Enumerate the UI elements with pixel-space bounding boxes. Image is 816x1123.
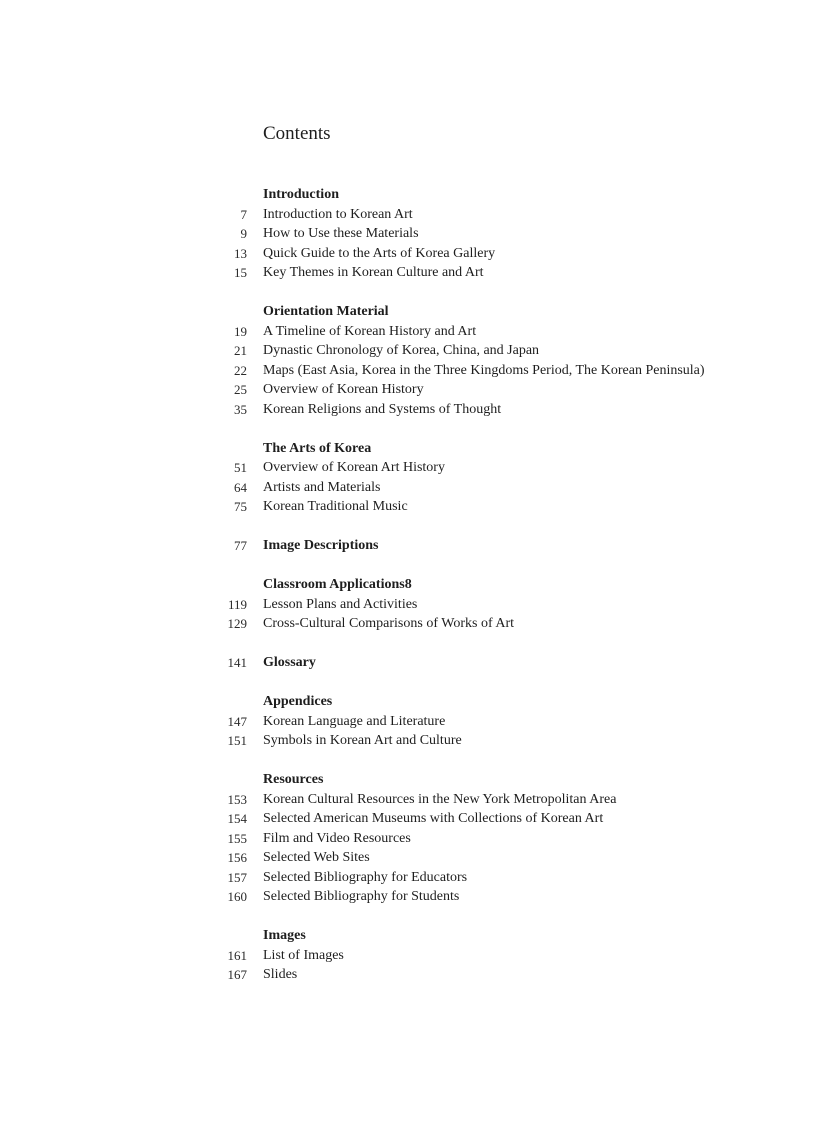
toc-entry[interactable]	[0, 380, 816, 400]
page-number: 64	[234, 479, 247, 495]
section-heading-label: Images	[263, 928, 306, 943]
section-heading[interactable]	[0, 692, 816, 712]
toc-entry[interactable]	[0, 809, 816, 829]
toc-entry[interactable]	[0, 224, 816, 244]
toc-entry-label: Selected Bibliography for Students	[263, 889, 460, 904]
section-heading-label: Glossary	[263, 655, 316, 670]
section-heading[interactable]	[0, 185, 816, 205]
page-number: 119	[227, 596, 247, 612]
toc-entry-label: Maps (East Asia, Korea in the Three Kingdoms Period, The Korean Peninsula)	[263, 362, 705, 378]
page-number: 161	[227, 947, 247, 963]
page-number: 155	[227, 830, 247, 846]
toc-entry-label: Slides	[263, 967, 298, 982]
toc-entry[interactable]	[0, 868, 816, 888]
toc-entry-label: Film and Video Resources	[263, 830, 411, 846]
page-number: 51	[234, 460, 247, 475]
toc-entry[interactable]	[0, 829, 816, 849]
toc-entry[interactable]	[0, 478, 816, 498]
page-number: 22	[234, 362, 247, 378]
toc-entry[interactable]	[0, 595, 816, 615]
section-heading-label: Image Descriptions	[263, 538, 379, 553]
section-heading-label: The Arts of Korea	[263, 440, 372, 456]
page-number: 25	[234, 382, 247, 397]
page-number: 7	[240, 206, 247, 222]
page-number: 157	[227, 869, 247, 885]
toc-entry[interactable]	[0, 887, 816, 907]
toc-section	[0, 185, 816, 283]
toc-entry-label: Introduction to Korean Art	[263, 206, 413, 222]
section-heading-label: Resources	[263, 772, 324, 787]
toc-entry-label: Korean Language and Literature	[263, 713, 446, 729]
toc-entry-label: Overview of Korean History	[263, 382, 424, 397]
toc-entry-label: Key Themes in Korean Culture and Art	[263, 265, 484, 280]
toc-section	[0, 926, 816, 985]
toc-entry[interactable]	[0, 400, 816, 420]
toc-entry-label: Korean Traditional Music	[263, 499, 408, 514]
page-number: 153	[227, 791, 247, 807]
page-title: Contents	[263, 123, 331, 144]
page-number: 151	[227, 733, 247, 748]
page-number: 13	[234, 245, 247, 261]
toc-entry[interactable]	[0, 341, 816, 361]
toc-entry[interactable]	[0, 712, 816, 732]
toc-entry-label: List of Images	[263, 947, 344, 963]
page-number: 75	[234, 499, 247, 514]
toc-entry-label: Dynastic Chronology of Korea, China, and Japan	[263, 343, 540, 358]
toc-section	[0, 302, 816, 419]
table-of-contents	[0, 185, 816, 1004]
toc-entry[interactable]	[0, 848, 816, 868]
toc-entry[interactable]	[0, 263, 816, 283]
toc-entry-label: Selected American Museums with Collections of Korean Art	[263, 811, 604, 826]
toc-entry[interactable]	[0, 497, 816, 517]
page-number: 167	[227, 967, 247, 982]
page-number: 19	[234, 323, 247, 339]
page-number: 160	[227, 889, 247, 904]
section-heading[interactable]	[0, 575, 816, 595]
toc-section	[0, 536, 816, 556]
section-heading[interactable]	[0, 302, 816, 322]
toc-entry-label: Artists and Materials	[263, 479, 381, 495]
toc-entry[interactable]	[0, 322, 816, 342]
toc-entry[interactable]	[0, 965, 816, 985]
toc-entry[interactable]	[0, 790, 816, 810]
section-heading[interactable]	[0, 653, 816, 673]
section-heading-label: Orientation Material	[263, 304, 389, 319]
page-number: 15	[234, 265, 247, 280]
page-number: 129	[227, 616, 247, 631]
toc-entry-label: Lesson Plans and Activities	[263, 596, 418, 612]
section-heading[interactable]	[0, 770, 816, 790]
section-heading[interactable]	[0, 926, 816, 946]
toc-entry-label: Korean Cultural Resources in the New York Metropolitan Area	[263, 791, 617, 807]
page-number: 154	[227, 811, 247, 826]
page-number: 9	[240, 226, 247, 241]
section-heading[interactable]	[0, 536, 816, 556]
section-heading-label: Classroom Applications8	[263, 577, 412, 592]
toc-entry[interactable]	[0, 361, 816, 381]
toc-entry[interactable]	[0, 244, 816, 264]
toc-entry-label: Symbols in Korean Art and Culture	[263, 733, 462, 748]
page-number: 77	[234, 538, 247, 553]
toc-entry[interactable]	[0, 205, 816, 225]
toc-entry[interactable]	[0, 946, 816, 966]
section-heading[interactable]	[0, 439, 816, 459]
page-number: 35	[234, 401, 247, 417]
toc-entry-label: Quick Guide to the Arts of Korea Gallery	[263, 245, 496, 261]
page-number: 141	[227, 655, 247, 670]
toc-entry-label: A Timeline of Korean History and Art	[263, 323, 477, 339]
toc-section	[0, 439, 816, 517]
toc-entry-label: Overview of Korean Art History	[263, 460, 445, 475]
section-heading-label: Introduction	[263, 187, 339, 202]
toc-entry-label: Selected Bibliography for Educators	[263, 869, 468, 885]
toc-entry[interactable]	[0, 458, 816, 478]
toc-entry[interactable]	[0, 614, 816, 634]
toc-entry-label: Cross-Cultural Comparisons of Works of Art	[263, 616, 514, 631]
section-heading-label: Appendices	[263, 694, 333, 709]
toc-section	[0, 575, 816, 634]
toc-section	[0, 692, 816, 751]
toc-section	[0, 770, 816, 907]
toc-section	[0, 653, 816, 673]
page-number: 147	[227, 713, 247, 729]
page-number: 21	[234, 343, 247, 358]
toc-entry-label: Korean Religions and Systems of Thought	[263, 401, 502, 417]
toc-entry-label: How to Use these Materials	[263, 226, 419, 241]
page-number: 156	[227, 850, 247, 865]
toc-entry[interactable]	[0, 731, 816, 751]
toc-entry-label: Selected Web Sites	[263, 850, 370, 865]
